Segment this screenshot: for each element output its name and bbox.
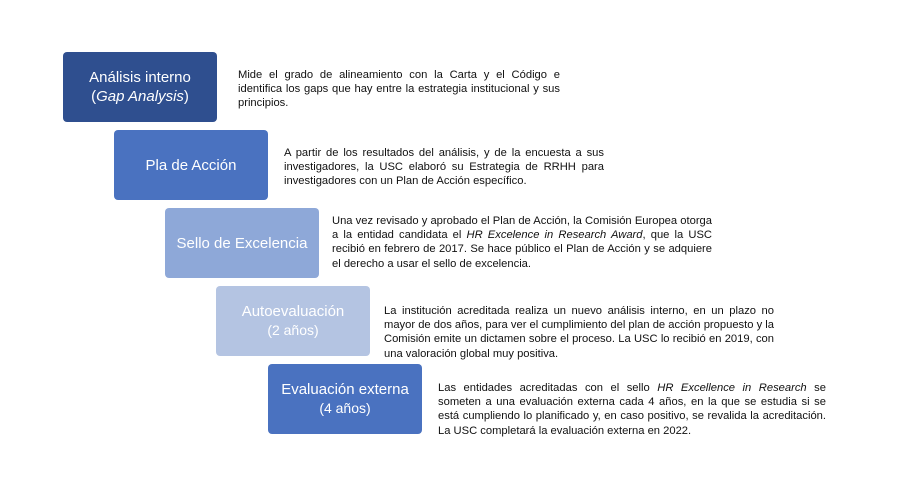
step-box-evaluacion-externa [268,364,422,434]
step-subtitle: (2 años) [267,322,319,338]
step-title: Autoevaluación [241,303,345,320]
step-title: Análisis interno [89,69,191,86]
step-description-analisis-interno: Mide el grado de alineamiento con la Carta y el Código e identifica los gaps que hay entre la estrategia institucional y sus principios. [238,69,560,110]
step-box-analisis-interno [63,52,217,122]
step-box-plan-de-accion [114,130,268,200]
step-subtitle: (4 años) [319,400,371,416]
step-box-sello-de-excelencia [165,208,319,278]
step-title: Pla de Acción [145,156,237,174]
step-description-plan-de-accion: A partir de los resultados del análisis, y de la encuesta a sus investigadores, la USC elaboró su Estrategia de RRHH para investigadores con un Plan de Acción específico. [284,147,604,188]
step-description-evaluacion-externa: Las entidades acreditadas con el sello HR Excellence in Research se someten a una evaluación externa cada 4 años, en la que se estudia si se está cumpliendo lo planificado y, en caso positivo, se revalida la acreditación. La USC completará la evaluación externa en 2022. [438,382,826,437]
step-description-autoevaluacion: La institución acreditada realiza un nuevo análisis interno, en un plazo no mayor de dos años, para ver el cumplimiento del plan de acción propuesto y la Comisión emite un dictamen sobre el proceso. La USC lo recibió en 2019, con una valoración global muy positiva. [384,305,774,360]
step-title: Evaluación externa [281,381,409,398]
step-subtitle: (Gap Analysis) [91,88,189,105]
step-title: Sello de Excelencia [176,234,308,252]
step-box-autoevaluacion [216,286,370,356]
step-description-sello-de-excelencia: Una vez revisado y aprobado el Plan de Acción, la Comisión Europea otorga a la entidad candidata el HR Excelence in Research Award, que la USC recibió en febrero de 2017. Se hace público el Plan de Acción y se adquiere el derecho a usar el sello de excelencia. [332,215,712,270]
